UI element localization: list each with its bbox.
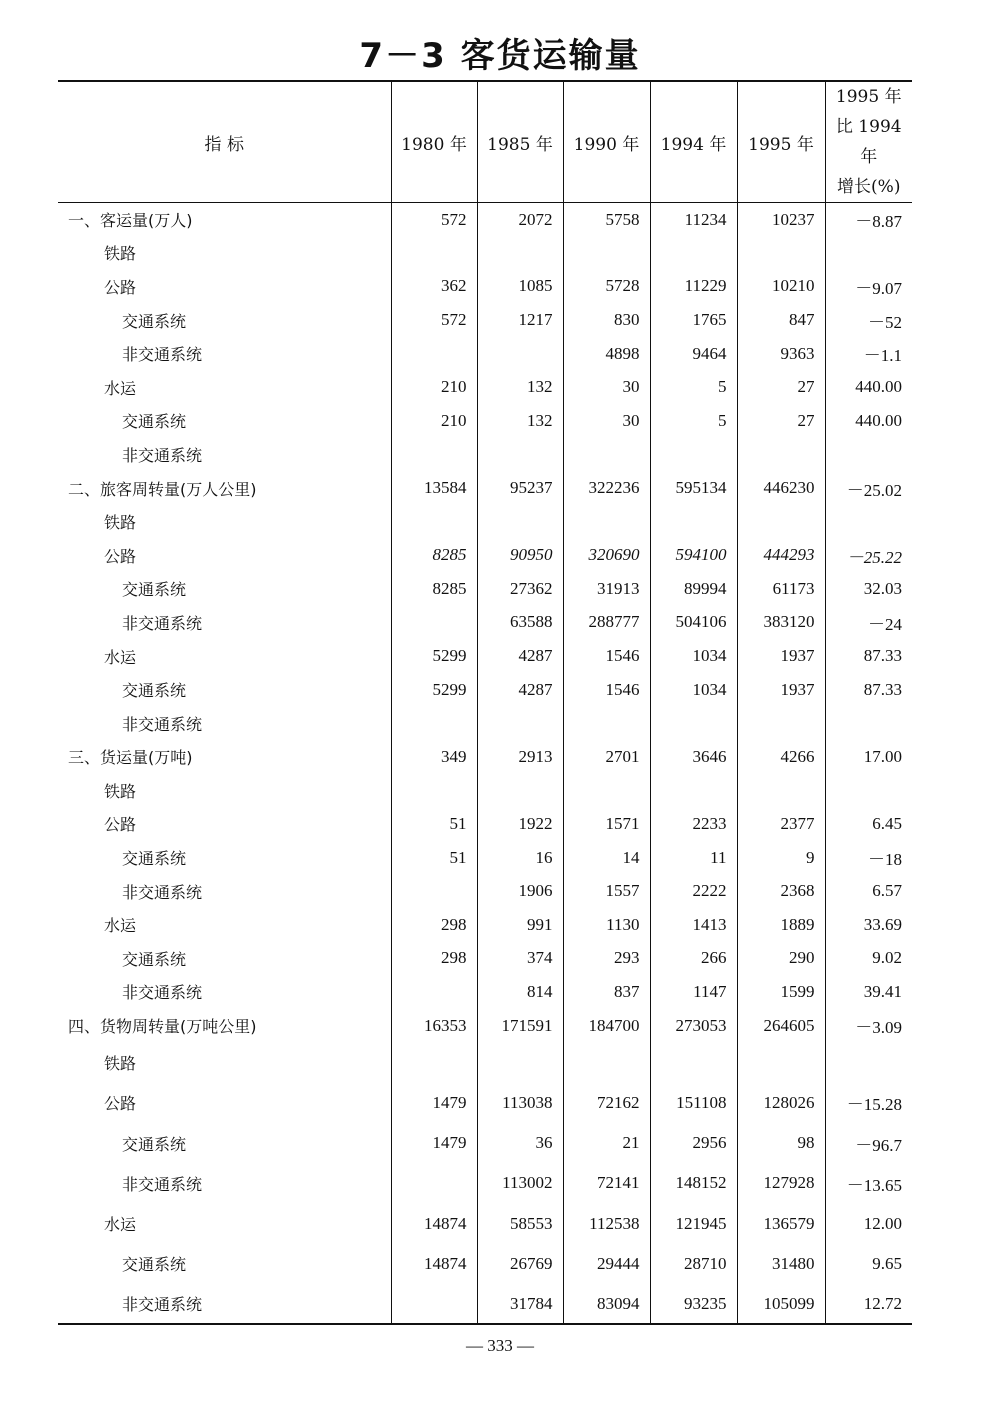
cell-1980: 349	[391, 740, 477, 774]
cell-growth: －3.09	[825, 1009, 912, 1043]
growth-header	[825, 81, 912, 203]
table-row	[58, 1284, 912, 1324]
growth-header-line-3: 增长(%)	[837, 177, 901, 197]
cell-1980: 14874	[391, 1204, 477, 1244]
cell-1995: 444293	[737, 538, 825, 572]
cell-1995: 1889	[737, 908, 825, 942]
cell-1985: 374	[477, 942, 563, 976]
cell-1995	[737, 1042, 825, 1082]
table-row	[58, 337, 912, 371]
cell-1994: 11	[650, 841, 737, 875]
cell-1995	[737, 438, 825, 472]
cell-growth	[825, 236, 912, 270]
cell-1985: 171591	[477, 1009, 563, 1043]
cell-1980: 210	[391, 370, 477, 404]
table-row	[58, 1123, 912, 1163]
row-label: 公路	[104, 1094, 137, 1114]
cell-1980: 14874	[391, 1244, 477, 1284]
cell-1985: 2072	[477, 203, 563, 237]
cell-1995: 383120	[737, 606, 825, 640]
cell-growth: 6.45	[825, 807, 912, 841]
row-label: 三、货运量(万吨)	[68, 748, 193, 768]
cell-1980: 5299	[391, 639, 477, 673]
cell-1990: 830	[563, 303, 650, 337]
cell-1985: 16	[477, 841, 563, 875]
cell-1980: 572	[391, 203, 477, 237]
row-label: 非交通系统	[122, 714, 203, 734]
cell-1990: 5758	[563, 203, 650, 237]
cell-1995: 31480	[737, 1244, 825, 1284]
transport-volume-table	[58, 80, 912, 1325]
cell-1980: 362	[391, 270, 477, 304]
cell-1980: 5299	[391, 673, 477, 707]
cell-1985	[477, 774, 563, 808]
year-1995-header: 1995 年	[737, 81, 825, 203]
cell-1994: 1034	[650, 639, 737, 673]
cell-growth: 440.00	[825, 404, 912, 438]
cell-1985: 90950	[477, 538, 563, 572]
row-label: 非交通系统	[122, 1174, 203, 1194]
cell-growth: 87.33	[825, 639, 912, 673]
cell-1985	[477, 505, 563, 539]
cell-1985: 95237	[477, 471, 563, 505]
row-label: 交通系统	[122, 849, 187, 869]
cell-1994: 504106	[650, 606, 737, 640]
row-label: 公路	[104, 546, 137, 566]
table-row	[58, 236, 912, 270]
cell-1990: 837	[563, 975, 650, 1009]
row-label: 非交通系统	[122, 345, 203, 365]
cell-1990	[563, 1042, 650, 1082]
cell-1994: 266	[650, 942, 737, 976]
row-label: 水运	[104, 1215, 137, 1235]
page-title: 7－3 客货运输量	[359, 36, 641, 76]
cell-1985: 31784	[477, 1284, 563, 1324]
table-row	[58, 1042, 912, 1082]
cell-1994	[650, 236, 737, 270]
cell-growth: －25.22	[825, 538, 912, 572]
row-label: 铁路	[104, 513, 137, 533]
cell-1990: 31913	[563, 572, 650, 606]
cell-1985: 814	[477, 975, 563, 1009]
cell-1980: 298	[391, 908, 477, 942]
cell-1990: 14	[563, 841, 650, 875]
cell-1990: 288777	[563, 606, 650, 640]
cell-1990	[563, 706, 650, 740]
cell-1985: 1217	[477, 303, 563, 337]
cell-1980	[391, 975, 477, 1009]
cell-growth: 32.03	[825, 572, 912, 606]
table-row	[58, 975, 912, 1009]
table-row	[58, 203, 912, 237]
row-label: 水运	[104, 378, 137, 398]
cell-1994: 273053	[650, 1009, 737, 1043]
table-row	[58, 438, 912, 472]
cell-1980	[391, 874, 477, 908]
cell-1994: 594100	[650, 538, 737, 572]
cell-1985: 2913	[477, 740, 563, 774]
row-label: 非交通系统	[122, 613, 203, 633]
cell-1985	[477, 236, 563, 270]
table-header-row	[58, 81, 912, 203]
cell-1985: 36	[477, 1123, 563, 1163]
table-body	[58, 203, 912, 1325]
cell-1990: 112538	[563, 1204, 650, 1244]
table-row	[58, 673, 912, 707]
table-row	[58, 270, 912, 304]
cell-1995: 264605	[737, 1009, 825, 1043]
cell-1990: 322236	[563, 471, 650, 505]
cell-1990: 29444	[563, 1244, 650, 1284]
row-label: 四、货物周转量(万吨公里)	[68, 1017, 257, 1037]
cell-1994: 28710	[650, 1244, 737, 1284]
cell-1980: 51	[391, 807, 477, 841]
cell-1990	[563, 505, 650, 539]
cell-1985: 4287	[477, 639, 563, 673]
cell-1980: 1479	[391, 1123, 477, 1163]
cell-1985: 113002	[477, 1163, 563, 1203]
cell-1985: 113038	[477, 1083, 563, 1123]
cell-growth: －9.07	[825, 270, 912, 304]
cell-1995: 98	[737, 1123, 825, 1163]
table-row	[58, 1163, 912, 1203]
cell-1980	[391, 706, 477, 740]
cell-1990: 293	[563, 942, 650, 976]
table-row	[58, 1009, 912, 1043]
cell-growth: －13.65	[825, 1163, 912, 1203]
cell-1980: 13584	[391, 471, 477, 505]
cell-1985	[477, 706, 563, 740]
cell-1994	[650, 1042, 737, 1082]
row-label: 公路	[104, 277, 137, 297]
cell-1994	[650, 774, 737, 808]
page-number: — 333 —	[466, 1336, 534, 1355]
cell-1980: 298	[391, 942, 477, 976]
cell-growth: 12.72	[825, 1284, 912, 1324]
table-row	[58, 1204, 912, 1244]
cell-1985: 991	[477, 908, 563, 942]
cell-1985	[477, 1042, 563, 1082]
row-label: 铁路	[104, 1053, 137, 1073]
table-row	[58, 1244, 912, 1284]
cell-1994: 5	[650, 404, 737, 438]
row-label: 水运	[104, 916, 137, 936]
cell-1995: 1599	[737, 975, 825, 1009]
table-row	[58, 807, 912, 841]
row-label: 交通系统	[122, 1255, 187, 1275]
cell-1980	[391, 1284, 477, 1324]
cell-1980	[391, 337, 477, 371]
table-row	[58, 1083, 912, 1123]
cell-growth: －1.1	[825, 337, 912, 371]
cell-1995: 9363	[737, 337, 825, 371]
row-label: 铁路	[104, 244, 137, 264]
table-row	[58, 572, 912, 606]
table-row	[58, 505, 912, 539]
cell-1980: 8285	[391, 572, 477, 606]
cell-1995: 10210	[737, 270, 825, 304]
cell-1985: 1922	[477, 807, 563, 841]
row-label: 交通系统	[122, 949, 187, 969]
cell-1994	[650, 505, 737, 539]
cell-1995: 10237	[737, 203, 825, 237]
row-label: 交通系统	[122, 311, 187, 331]
table-row	[58, 942, 912, 976]
cell-1994: 9464	[650, 337, 737, 371]
cell-1980	[391, 1163, 477, 1203]
cell-growth: －96.7	[825, 1123, 912, 1163]
cell-1994: 1413	[650, 908, 737, 942]
table-row	[58, 606, 912, 640]
cell-growth	[825, 1042, 912, 1082]
row-label: 交通系统	[122, 580, 187, 600]
row-label: 交通系统	[122, 412, 187, 432]
cell-1980: 51	[391, 841, 477, 875]
cell-1990: 4898	[563, 337, 650, 371]
row-label: 交通系统	[122, 681, 187, 701]
row-label: 非交通系统	[122, 445, 203, 465]
cell-1990: 5728	[563, 270, 650, 304]
cell-1980	[391, 606, 477, 640]
row-label: 交通系统	[122, 1134, 187, 1154]
cell-1980: 210	[391, 404, 477, 438]
cell-growth: －18	[825, 841, 912, 875]
table-row	[58, 740, 912, 774]
cell-1995: 446230	[737, 471, 825, 505]
cell-1995: 127928	[737, 1163, 825, 1203]
cell-growth: 12.00	[825, 1204, 912, 1244]
cell-1995	[737, 774, 825, 808]
cell-1994	[650, 438, 737, 472]
cell-1995	[737, 706, 825, 740]
cell-growth	[825, 706, 912, 740]
table-row	[58, 471, 912, 505]
cell-growth: 9.65	[825, 1244, 912, 1284]
row-label: 铁路	[104, 781, 137, 801]
cell-1980: 16353	[391, 1009, 477, 1043]
cell-1980	[391, 438, 477, 472]
cell-1995: 847	[737, 303, 825, 337]
cell-1990: 72141	[563, 1163, 650, 1203]
cell-1995: 2377	[737, 807, 825, 841]
cell-1995: 1937	[737, 673, 825, 707]
cell-growth	[825, 505, 912, 539]
cell-1985: 132	[477, 370, 563, 404]
cell-1994: 595134	[650, 471, 737, 505]
cell-1995: 128026	[737, 1083, 825, 1123]
table-row	[58, 639, 912, 673]
cell-1994: 148152	[650, 1163, 737, 1203]
cell-1994: 93235	[650, 1284, 737, 1324]
cell-1995: 27	[737, 404, 825, 438]
row-label: 一、客运量(万人)	[68, 211, 193, 231]
cell-1995: 290	[737, 942, 825, 976]
cell-growth: －25.02	[825, 471, 912, 505]
cell-1995: 105099	[737, 1284, 825, 1324]
table-row	[58, 538, 912, 572]
cell-1980	[391, 236, 477, 270]
cell-1990: 72162	[563, 1083, 650, 1123]
cell-1980: 8285	[391, 538, 477, 572]
year-1994-header: 1994 年	[650, 81, 737, 203]
indicator-header: 指 标	[58, 81, 391, 203]
year-1980-header: 1980 年	[391, 81, 477, 203]
row-label: 非交通系统	[122, 983, 203, 1003]
cell-1995: 4266	[737, 740, 825, 774]
cell-1990: 1557	[563, 874, 650, 908]
cell-1994: 11229	[650, 270, 737, 304]
cell-1990: 1546	[563, 673, 650, 707]
cell-1995: 1937	[737, 639, 825, 673]
cell-1994: 121945	[650, 1204, 737, 1244]
cell-growth: 87.33	[825, 673, 912, 707]
row-label: 非交通系统	[122, 882, 203, 902]
cell-1995	[737, 505, 825, 539]
cell-1990	[563, 774, 650, 808]
cell-1985	[477, 438, 563, 472]
cell-1985: 58553	[477, 1204, 563, 1244]
cell-1994: 1147	[650, 975, 737, 1009]
cell-growth: －15.28	[825, 1083, 912, 1123]
cell-growth: 39.41	[825, 975, 912, 1009]
cell-1980: 572	[391, 303, 477, 337]
cell-1990: 1130	[563, 908, 650, 942]
cell-growth: 440.00	[825, 370, 912, 404]
cell-1994: 5	[650, 370, 737, 404]
cell-1994: 3646	[650, 740, 737, 774]
cell-1994: 11234	[650, 203, 737, 237]
cell-1995: 61173	[737, 572, 825, 606]
cell-1994	[650, 706, 737, 740]
growth-header-line-1: 1995 年	[835, 87, 902, 107]
table-row	[58, 774, 912, 808]
cell-1985: 27362	[477, 572, 563, 606]
cell-1990: 184700	[563, 1009, 650, 1043]
cell-1990: 1546	[563, 639, 650, 673]
cell-growth: 9.02	[825, 942, 912, 976]
row-label: 水运	[104, 647, 137, 667]
cell-1985: 1906	[477, 874, 563, 908]
cell-1994: 2233	[650, 807, 737, 841]
cell-1985: 63588	[477, 606, 563, 640]
cell-1980: 1479	[391, 1083, 477, 1123]
cell-growth: －8.87	[825, 203, 912, 237]
cell-1990: 320690	[563, 538, 650, 572]
year-1990-header: 1990 年	[563, 81, 650, 203]
cell-growth: －52	[825, 303, 912, 337]
cell-1990	[563, 438, 650, 472]
cell-1995	[737, 236, 825, 270]
cell-1980	[391, 1042, 477, 1082]
cell-1995: 136579	[737, 1204, 825, 1244]
cell-1985: 132	[477, 404, 563, 438]
cell-1994: 151108	[650, 1083, 737, 1123]
cell-1995: 9	[737, 841, 825, 875]
table-row	[58, 841, 912, 875]
table-row	[58, 370, 912, 404]
cell-1985: 1085	[477, 270, 563, 304]
cell-growth	[825, 774, 912, 808]
cell-1985: 4287	[477, 673, 563, 707]
cell-growth: 17.00	[825, 740, 912, 774]
table-row	[58, 706, 912, 740]
growth-header-line-2: 比 1994 年	[835, 117, 902, 167]
cell-1990: 2701	[563, 740, 650, 774]
table-row	[58, 874, 912, 908]
table-row	[58, 908, 912, 942]
cell-1994: 2956	[650, 1123, 737, 1163]
table-row	[58, 303, 912, 337]
row-label: 二、旅客周转量(万人公里)	[68, 479, 257, 499]
cell-1994: 2222	[650, 874, 737, 908]
cell-growth: 6.57	[825, 874, 912, 908]
cell-1990: 21	[563, 1123, 650, 1163]
cell-1994: 1034	[650, 673, 737, 707]
cell-1995: 2368	[737, 874, 825, 908]
cell-1980	[391, 505, 477, 539]
table-row	[58, 404, 912, 438]
cell-1990: 1571	[563, 807, 650, 841]
cell-1985	[477, 337, 563, 371]
cell-1995: 27	[737, 370, 825, 404]
year-1985-header: 1985 年	[477, 81, 563, 203]
cell-growth	[825, 438, 912, 472]
cell-1985: 26769	[477, 1244, 563, 1284]
cell-1980	[391, 774, 477, 808]
cell-1990: 83094	[563, 1284, 650, 1324]
row-label: 非交通系统	[58, 1284, 391, 1324]
cell-1990	[563, 236, 650, 270]
cell-growth: －24	[825, 606, 912, 640]
cell-growth: 33.69	[825, 908, 912, 942]
cell-1994: 1765	[650, 303, 737, 337]
cell-1994: 89994	[650, 572, 737, 606]
cell-1990: 30	[563, 370, 650, 404]
cell-1990: 30	[563, 404, 650, 438]
row-label: 公路	[104, 815, 137, 835]
